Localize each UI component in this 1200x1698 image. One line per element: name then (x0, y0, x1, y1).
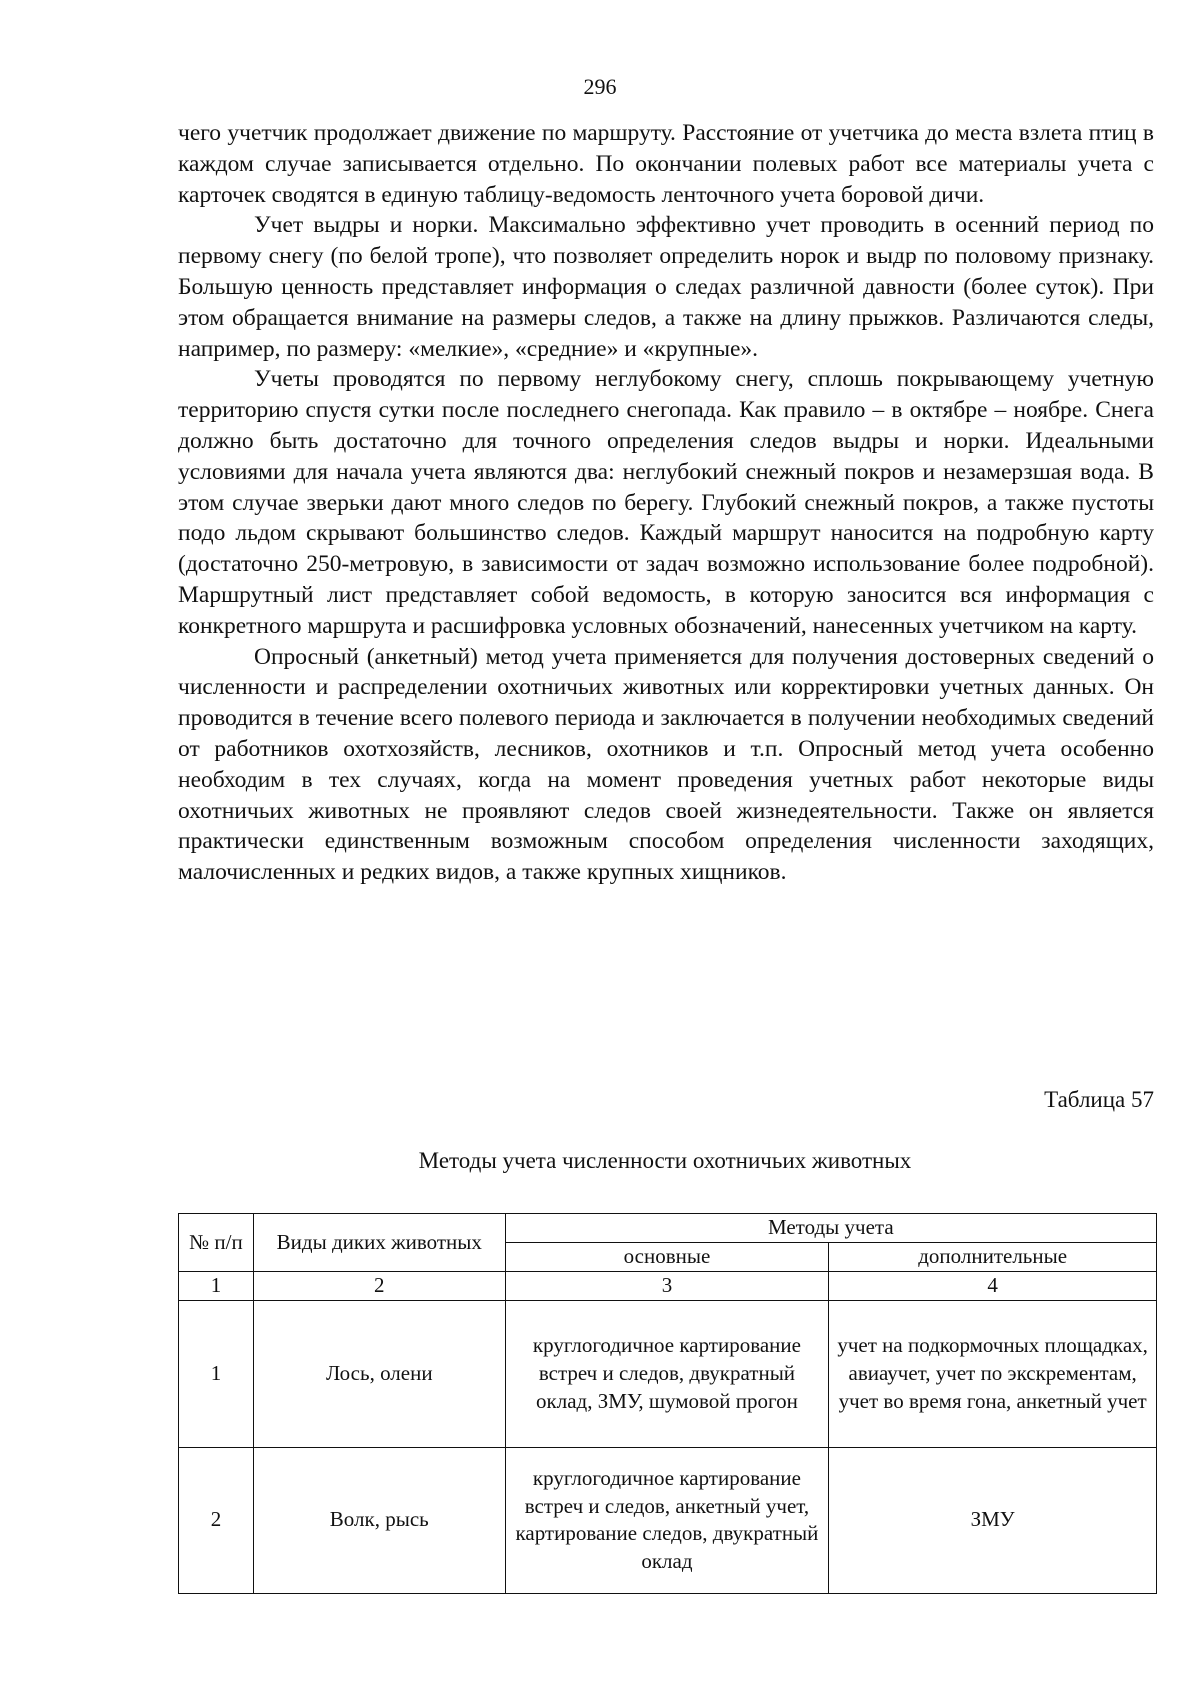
header-methods: Методы учета (505, 1214, 1156, 1243)
paragraph: Учет выдры и норки. Максимально эффективно учет проводить в осенний период по первому снегу (по белой тропе), что позволяет определить норок и выдр по половому признаку. Большую ценность представляет информация о следах различной давности (более суток). При этом обращается внимание на размеры следов, а также на длину прыжков. Различаются следы, например, по размеру: «мелкие», «средние» и «крупные». (178, 212, 1154, 362)
column-number: 2 (253, 1272, 505, 1301)
cell-main-methods: круглогодичное картирование встреч и следов, анкетный учет, картирование следов, двукратный оклад (505, 1447, 829, 1593)
table-title: Методы учета численности охотничьих животных (418, 1148, 912, 1173)
paragraph: чего учетчик продолжает движение по маршруту. Расстояние от учетчика до места взлета птиц в каждом случае записывается отдельно. По окончании полевых работ все материалы учета с карточек сводятся в единую таблицу-ведомость ленточного учета боровой дичи. (178, 120, 1154, 208)
header-num: № п/п (179, 1214, 254, 1272)
column-number: 3 (505, 1272, 829, 1301)
header-main: основные (505, 1243, 829, 1272)
table-row (179, 1300, 1157, 1447)
cell-num: 2 (179, 1447, 254, 1593)
header-additional: дополнительные (829, 1243, 1157, 1272)
cell-num: 1 (179, 1300, 254, 1447)
header-species: Виды диких животных (253, 1214, 505, 1272)
table-row (179, 1447, 1157, 1593)
column-number: 1 (179, 1272, 254, 1301)
methods-table (178, 1213, 1157, 1594)
column-number: 4 (829, 1272, 1157, 1301)
page-number: 296 (583, 74, 617, 99)
cell-main-methods: круглогодичное картирование встреч и следов, двукратный оклад, ЗМУ, шумовой прогон (505, 1300, 829, 1447)
table-label: Таблица 57 (1044, 1087, 1154, 1112)
cell-species: Волк, рысь (253, 1447, 505, 1593)
cell-species: Лось, олени (253, 1300, 505, 1447)
cell-additional-methods: ЗМУ (829, 1447, 1157, 1593)
column-numbers-row (179, 1272, 1157, 1301)
paragraph: Учеты проводятся по первому неглубокому снегу, сплошь покрывающему учетную территорию спустя сутки после последнего снегопада. Как правило – в октябре – ноябре. Снега должно быть достаточно для точного определения следов выдры и норки. Идеальными условиями для начала учета являются два: неглубокий снежный покров и незамерзшая вода. В этом случае зверьки дают много следов по берегу. Глубокий снежный покров, а также пустоты подо льдом скрывают большинство следов. Каждый маршрут наносится на подробную карту (достаточно 250-метровую, в зависимости от задач возможно использование более подробной). Маршрутный лист представляет собой ведомость, в которую заносится вся информация с конкретного маршрута и расшифровка условных обозначений, нанесенных учетчиком на карту. (178, 366, 1154, 639)
paragraph: Опросный (анкетный) метод учета применяется для получения достоверных сведений о численности и распределении охотничьих животных или корректировки учетных данных. Он проводится в течение всего полевого периода и заключается в получении необходимых сведений от работников охотхозяйств, лесников, охотников и т.п. Опросный метод учета особенно необходим в тех случаях, когда на момент проведения учетных работ некоторые виды охотничьих животных не проявляют следов своей жизнедеятельности. Также он является практически единственным возможным способом определения численности заходящих, малочисленных и редких видов, а также крупных хищников. (178, 643, 1154, 886)
cell-additional-methods: учет на подкормочных площадках, авиаучет, учет по экскрементам, учет во время гона, анкетный учет (829, 1300, 1157, 1447)
body-text (178, 118, 1154, 888)
table-header-row (179, 1214, 1157, 1243)
